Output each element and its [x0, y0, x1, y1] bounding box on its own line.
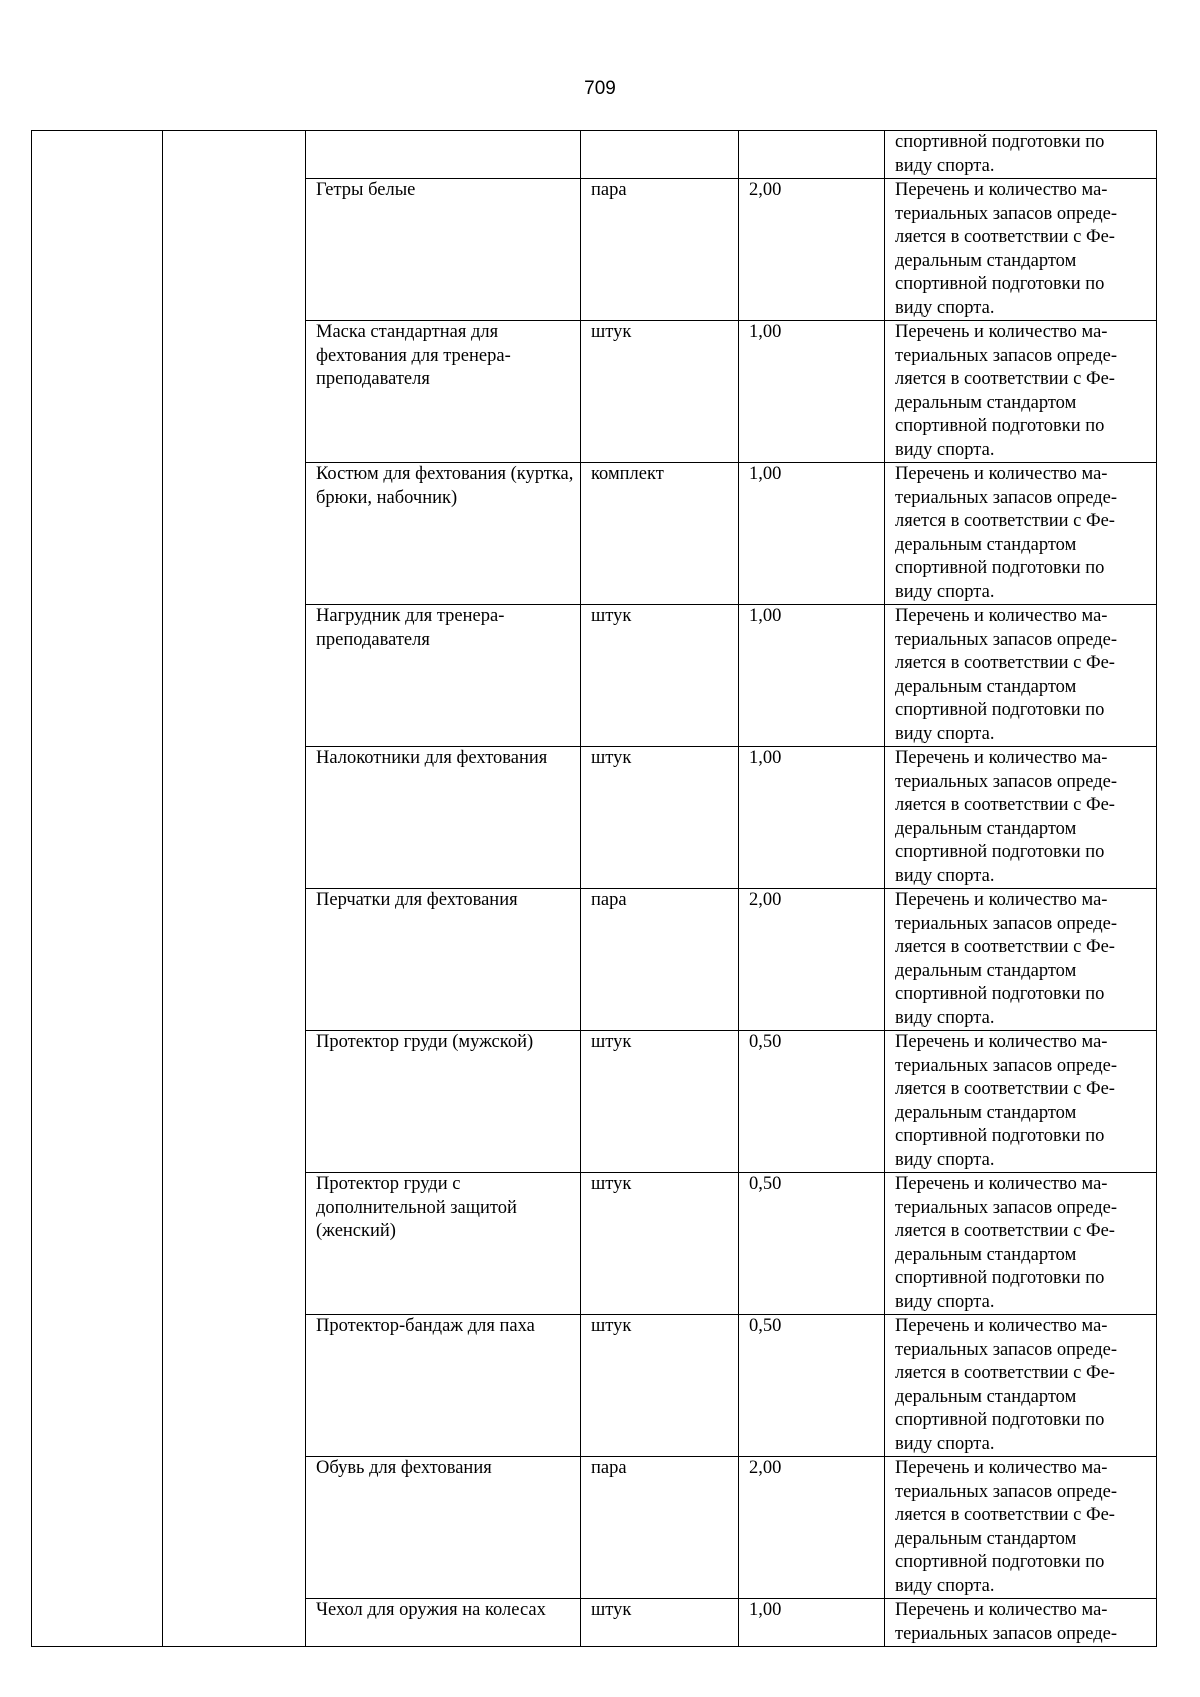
- unit-cell: штук: [581, 1599, 739, 1647]
- unit-cell: [581, 131, 739, 179]
- item-name-cell: Протектор-бандаж для паха: [306, 1315, 581, 1457]
- equipment-table: [31, 130, 1157, 1647]
- note-cell: спортивной подготовки по виду спорта.: [885, 131, 1157, 179]
- unit-cell: штук: [581, 321, 739, 463]
- unit-cell: комплект: [581, 463, 739, 605]
- note-cell: Перечень и количество ма- териальных запасов опреде- ляется в соответствии с Фе- деральным стандартом спортивной подготовки по виду спорта.: [885, 321, 1157, 463]
- note-cell: Перечень и количество ма- териальных запасов опреде-: [885, 1599, 1157, 1647]
- quantity-cell: 1,00: [739, 1599, 885, 1647]
- note-cell: Перечень и количество ма- териальных запасов опреде- ляется в соответствии с Фе- деральным стандартом спортивной подготовки по виду спорта.: [885, 463, 1157, 605]
- quantity-cell: 1,00: [739, 463, 885, 605]
- quantity-cell: 2,00: [739, 1457, 885, 1599]
- note-cell: Перечень и количество ма- териальных запасов опреде- ляется в соответствии с Фе- деральным стандартом спортивной подготовки по виду спорта.: [885, 1173, 1157, 1315]
- quantity-cell: 0,50: [739, 1173, 885, 1315]
- item-name-cell: Маска стандартная для фехтования для тренера-преподавателя: [306, 321, 581, 463]
- unit-cell: штук: [581, 1315, 739, 1457]
- quantity-cell: [739, 131, 885, 179]
- note-cell: Перечень и количество ма- териальных запасов опреде- ляется в соответствии с Фе- деральным стандартом спортивной подготовки по виду спорта.: [885, 1031, 1157, 1173]
- item-name-cell: Протектор груди (мужской): [306, 1031, 581, 1173]
- item-name-cell: Гетры белые: [306, 179, 581, 321]
- quantity-cell: 1,00: [739, 605, 885, 747]
- quantity-cell: 1,00: [739, 321, 885, 463]
- unit-cell: пара: [581, 179, 739, 321]
- note-cell: Перечень и количество ма- териальных запасов опреде- ляется в соответствии с Фе- деральным стандартом спортивной подготовки по виду спорта.: [885, 747, 1157, 889]
- item-name-cell: Нагрудник для тренера-преподавателя: [306, 605, 581, 747]
- merged-column-2: [163, 131, 306, 1647]
- unit-cell: штук: [581, 1031, 739, 1173]
- note-cell: Перечень и количество ма- териальных запасов опреде- ляется в соответствии с Фе- деральным стандартом спортивной подготовки по виду спорта.: [885, 605, 1157, 747]
- quantity-cell: 0,50: [739, 1315, 885, 1457]
- quantity-cell: 0,50: [739, 1031, 885, 1173]
- merged-column-1: [32, 131, 163, 1647]
- item-name-cell: Перчатки для фехтования: [306, 889, 581, 1031]
- unit-cell: пара: [581, 1457, 739, 1599]
- note-cell: Перечень и количество ма- териальных запасов опреде- ляется в соответствии с Фе- деральным стандартом спортивной подготовки по виду спорта.: [885, 1315, 1157, 1457]
- item-name-cell: Обувь для фехтования: [306, 1457, 581, 1599]
- item-name-cell: Костюм для фехтования (куртка, брюки, набочник): [306, 463, 581, 605]
- note-cell: Перечень и количество ма- териальных запасов опреде- ляется в соответствии с Фе- деральным стандартом спортивной подготовки по виду спорта.: [885, 179, 1157, 321]
- item-name-cell: Налокотники для фехтования: [306, 747, 581, 889]
- continued-row: [32, 131, 1157, 179]
- note-cell: Перечень и количество ма- териальных запасов опреде- ляется в соответствии с Фе- деральным стандартом спортивной подготовки по виду спорта.: [885, 889, 1157, 1031]
- quantity-cell: 2,00: [739, 889, 885, 1031]
- page-number: 709: [584, 78, 616, 99]
- item-name-cell: Чехол для оружия на колесах: [306, 1599, 581, 1647]
- unit-cell: штук: [581, 747, 739, 889]
- unit-cell: штук: [581, 1173, 739, 1315]
- quantity-cell: 2,00: [739, 179, 885, 321]
- item-name-cell: Протектор груди с дополнительной защитой (женский): [306, 1173, 581, 1315]
- unit-cell: штук: [581, 605, 739, 747]
- item-name-cell: [306, 131, 581, 179]
- note-cell: Перечень и количество ма- териальных запасов опреде- ляется в соответствии с Фе- деральным стандартом спортивной подготовки по виду спорта.: [885, 1457, 1157, 1599]
- unit-cell: пара: [581, 889, 739, 1031]
- quantity-cell: 1,00: [739, 747, 885, 889]
